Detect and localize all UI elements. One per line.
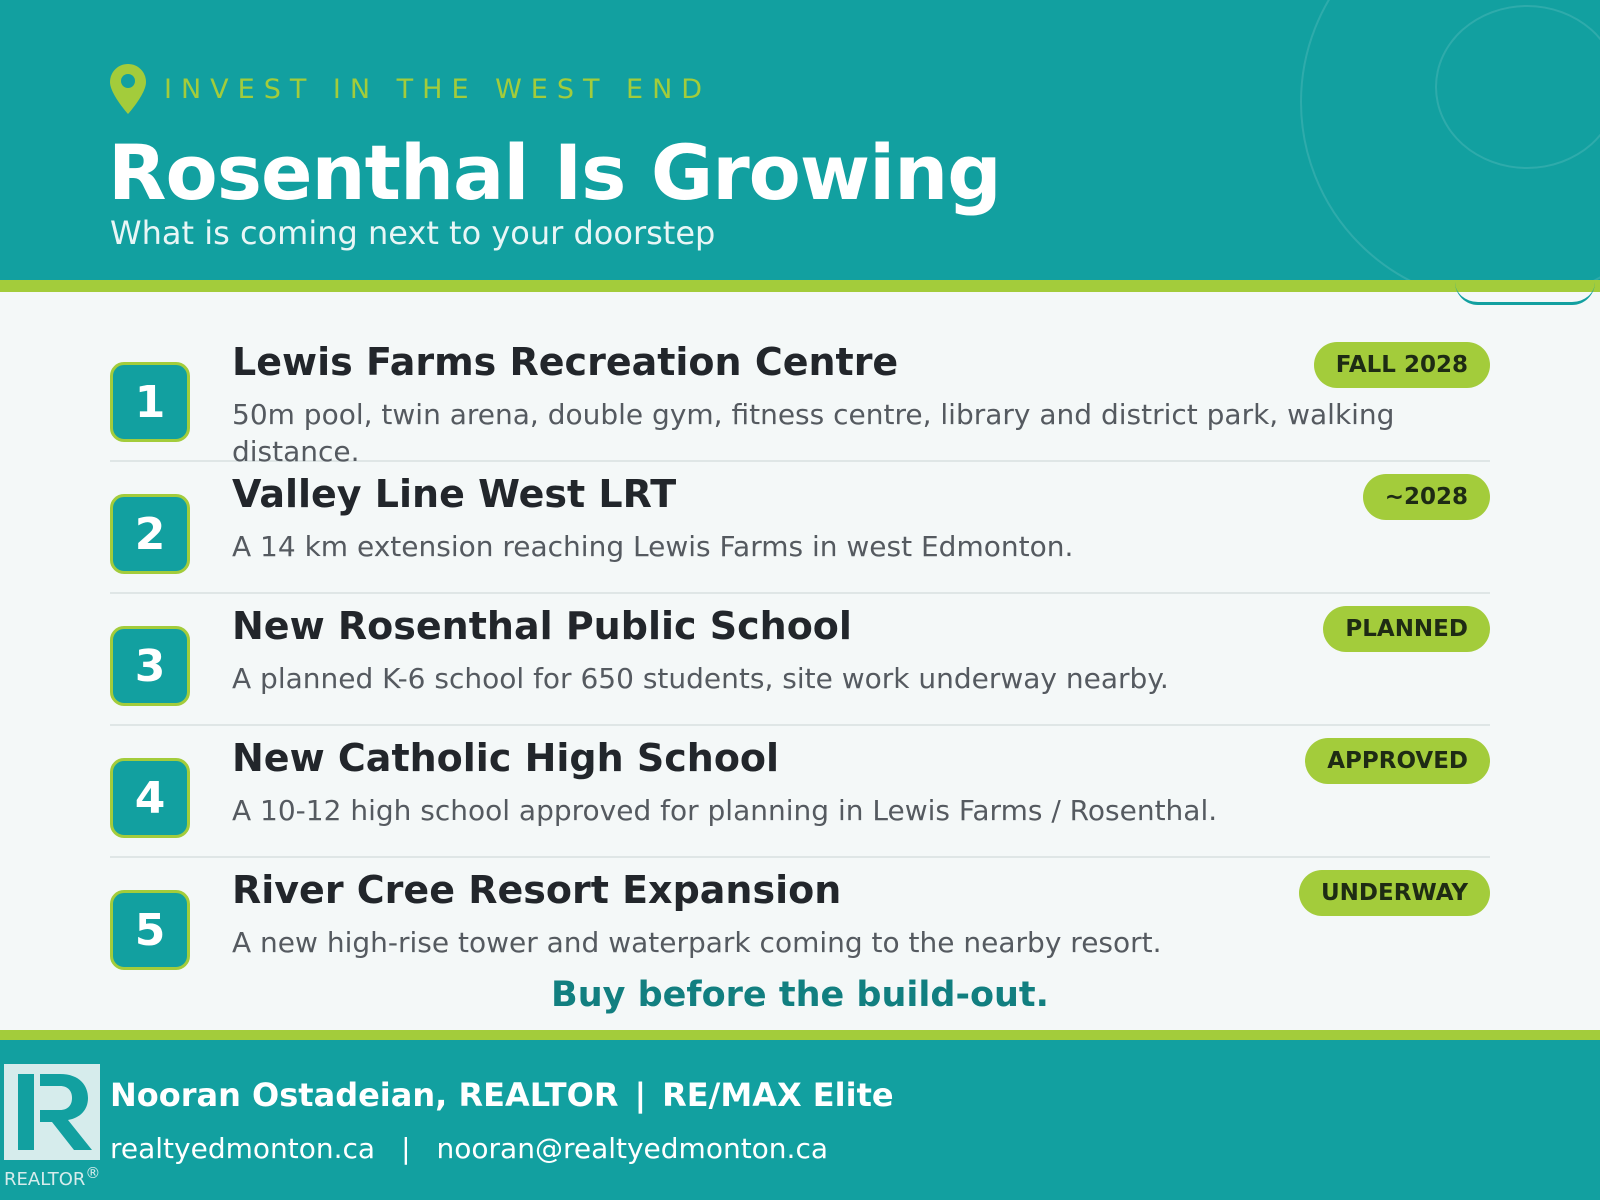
header-accent-stripe [0, 280, 1600, 292]
list-item [110, 462, 1490, 594]
list-item [110, 330, 1490, 468]
item-description: 50m pool, twin arena, double gym, fitness centre, library and district park, walking distance. [232, 398, 1395, 468]
contact-line [110, 1132, 828, 1165]
item-description: A new high-rise tower and waterpark coming to the nearby resort. [232, 926, 1162, 959]
kicker-text: INVEST IN THE WEST END [164, 73, 712, 105]
email-link[interactable]: nooran@realtyedmonton.ca [436, 1132, 829, 1165]
item-description: A planned K-6 school for 650 students, site work underway nearby. [232, 662, 1169, 695]
brokerage-name: RE/MAX Elite [662, 1076, 894, 1114]
item-number-badge: 3 [110, 626, 190, 706]
list-item [110, 726, 1490, 858]
item-title: Lewis Farms Recreation Centre [232, 340, 899, 384]
item-title: New Rosenthal Public School [232, 604, 852, 648]
separator: | [401, 1132, 411, 1165]
realtor-r-logo [4, 1064, 100, 1160]
status-badge: PLANNED [1323, 606, 1490, 652]
website-link[interactable]: realtyedmonton.ca [110, 1132, 376, 1165]
item-number-badge: 2 [110, 494, 190, 574]
item-title: River Cree Resort Expansion [232, 868, 842, 912]
item-description: A 10-12 high school approved for planning in Lewis Farms / Rosenthal. [232, 794, 1218, 827]
page-title: Rosenthal Is Growing [108, 128, 1001, 217]
realtor-r-logo-mark [4, 1064, 100, 1160]
item-title: New Catholic High School [232, 736, 780, 780]
kicker [110, 64, 711, 114]
decorative-arc [1455, 282, 1595, 305]
call-to-action: Buy before the build-out. [551, 975, 1049, 1015]
project-list [110, 330, 1490, 988]
page-subtitle: What is coming next to your doorstep [110, 214, 716, 252]
item-number-badge: 5 [110, 890, 190, 970]
list-item [110, 858, 1490, 988]
agent-line [110, 1076, 894, 1114]
agent-name: Nooran Ostadeian, REALTOR [110, 1076, 619, 1114]
footer-accent-stripe [0, 1030, 1600, 1040]
status-badge: FALL 2028 [1314, 342, 1490, 388]
item-description: A 14 km extension reaching Lewis Farms in west Edmonton. [232, 530, 1074, 563]
item-number-badge: 4 [110, 758, 190, 838]
item-number-badge: 1 [110, 362, 190, 442]
status-badge: APPROVED [1305, 738, 1490, 784]
item-title: Valley Line West LRT [232, 472, 677, 516]
status-badge: ~2028 [1363, 474, 1490, 520]
header-banner [0, 0, 1600, 280]
realtor-logo-text [4, 1164, 100, 1190]
status-badge: UNDERWAY [1299, 870, 1490, 916]
map-pin-icon [110, 64, 146, 114]
footer [0, 1040, 1600, 1200]
list-item [110, 594, 1490, 726]
realtor-logo-word: REALTOR [4, 1169, 86, 1190]
separator: | [634, 1076, 647, 1114]
registered-mark: ® [85, 1164, 101, 1182]
